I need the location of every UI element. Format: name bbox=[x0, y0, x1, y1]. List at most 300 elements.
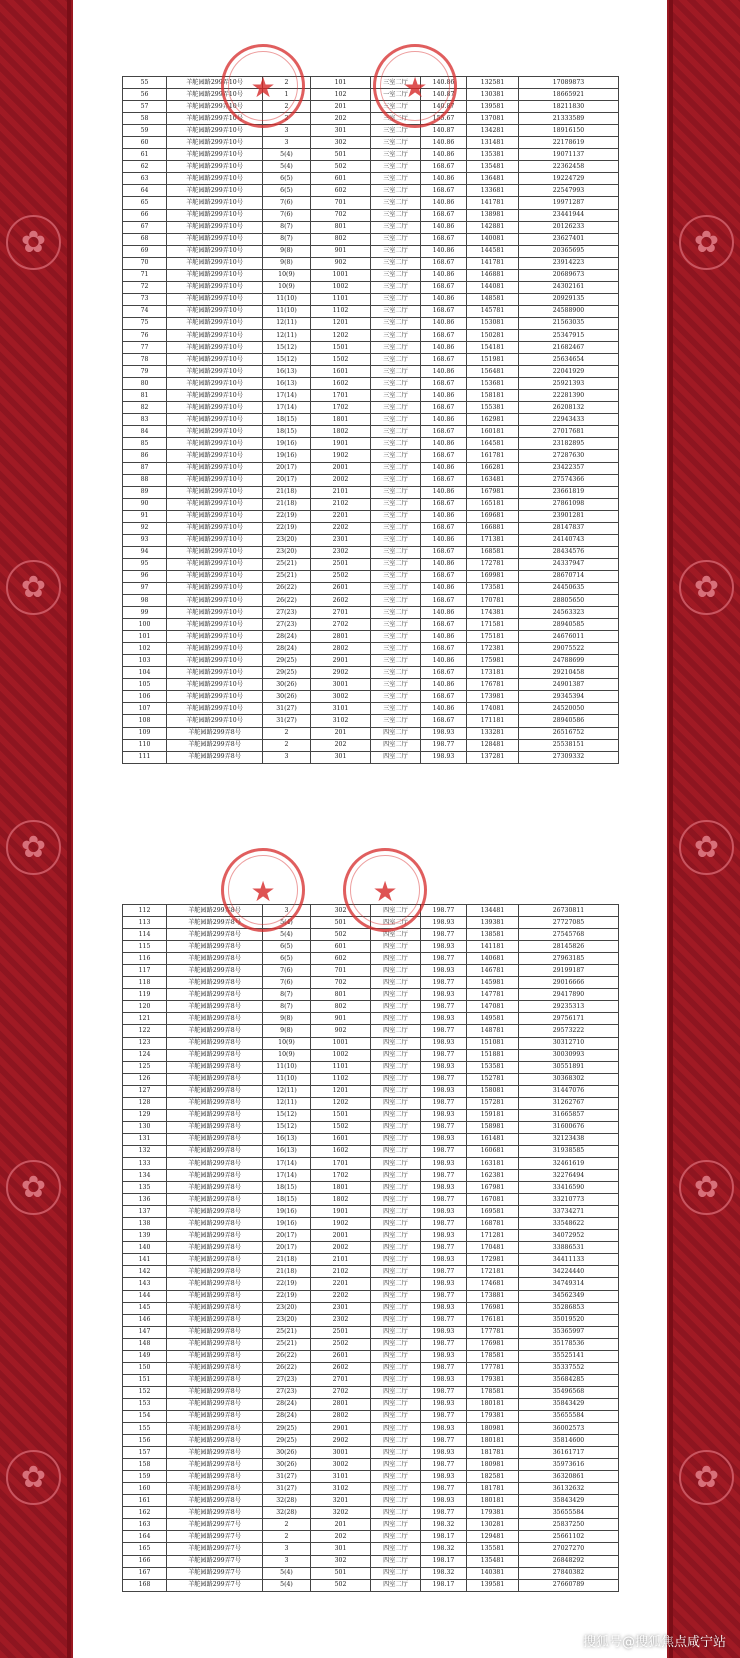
table-cell: 2501 bbox=[311, 1326, 371, 1338]
table-cell: 160681 bbox=[467, 1145, 519, 1157]
table-cell: 33416590 bbox=[519, 1182, 619, 1194]
company-seal-stamp bbox=[221, 848, 305, 932]
table-cell: 140.86 bbox=[421, 221, 467, 233]
table-cell: 四室二厅 bbox=[371, 1350, 421, 1362]
table-cell: 羊舵园路299弄10号 bbox=[167, 209, 263, 221]
table-row bbox=[123, 582, 619, 594]
table-cell: 2801 bbox=[311, 631, 371, 643]
table-row bbox=[123, 450, 619, 462]
table-cell: 羊舵园路299弄10号 bbox=[167, 149, 263, 161]
table-cell: 8(7) bbox=[263, 221, 311, 233]
table-cell: 171181 bbox=[467, 715, 519, 727]
table-cell: 100 bbox=[123, 619, 167, 631]
table-cell: 158 bbox=[123, 1459, 167, 1471]
table-cell: 22943433 bbox=[519, 414, 619, 426]
table-cell: 2 bbox=[263, 739, 311, 751]
table-cell: 2301 bbox=[311, 1302, 371, 1314]
table-cell: 29(25) bbox=[263, 1423, 311, 1435]
table-cell: 140.86 bbox=[421, 245, 467, 257]
table-cell: 33734271 bbox=[519, 1206, 619, 1218]
table-cell: 2801 bbox=[311, 1398, 371, 1410]
table-row bbox=[123, 1459, 619, 1471]
table-cell: 28145826 bbox=[519, 941, 619, 953]
table-cell: 140.86 bbox=[421, 607, 467, 619]
table-cell: 四室二厅 bbox=[371, 917, 421, 929]
table-row bbox=[123, 149, 619, 161]
table-cell: 羊舵园路299弄10号 bbox=[167, 245, 263, 257]
table-row bbox=[123, 161, 619, 173]
table-cell: 12(11) bbox=[263, 1085, 311, 1097]
table-cell: 2202 bbox=[311, 1290, 371, 1302]
table-cell: 四室二厅 bbox=[371, 1242, 421, 1254]
table-cell: 17(14) bbox=[263, 390, 311, 402]
table-row bbox=[123, 570, 619, 582]
table-cell: 1901 bbox=[311, 438, 371, 450]
table-cell: 5(4) bbox=[263, 929, 311, 941]
table-cell: 羊舵园路299弄8号 bbox=[167, 1338, 263, 1350]
table-cell: 三室二厅 bbox=[371, 390, 421, 402]
table-cell: 27861098 bbox=[519, 498, 619, 510]
table-cell: 144 bbox=[123, 1290, 167, 1302]
table-cell: 三室二厅 bbox=[371, 703, 421, 715]
table-cell: 198.93 bbox=[421, 1037, 467, 1049]
table-cell: 三室二厅 bbox=[371, 257, 421, 269]
table-cell: 63 bbox=[123, 173, 167, 185]
table-cell: 27574366 bbox=[519, 474, 619, 486]
table-cell: 198.93 bbox=[421, 1061, 467, 1073]
table-cell: 19971287 bbox=[519, 197, 619, 209]
table-cell: 四室二厅 bbox=[371, 1218, 421, 1230]
table-cell: 171381 bbox=[467, 534, 519, 546]
table-cell: 180181 bbox=[467, 1435, 519, 1447]
table-cell: 三室二厅 bbox=[371, 209, 421, 221]
table-cell: 198.93 bbox=[421, 1398, 467, 1410]
table-cell: 羊舵园路299弄8号 bbox=[167, 1049, 263, 1061]
table-cell: 26516752 bbox=[519, 727, 619, 739]
table-cell: 2601 bbox=[311, 582, 371, 594]
table-cell: 80 bbox=[123, 378, 167, 390]
district-seal-stamp bbox=[373, 44, 457, 128]
table-cell: 31262767 bbox=[519, 1097, 619, 1109]
table-cell: 2502 bbox=[311, 1338, 371, 1350]
table-cell: 198.77 bbox=[421, 1049, 467, 1061]
table-cell: 165 bbox=[123, 1543, 167, 1555]
table-cell: 三室二厅 bbox=[371, 631, 421, 643]
table-cell: 35655584 bbox=[519, 1410, 619, 1422]
table-cell: 19(16) bbox=[263, 1206, 311, 1218]
table-cell: 177781 bbox=[467, 1326, 519, 1338]
table-row bbox=[123, 1386, 619, 1398]
table-cell: 羊舵园路299弄10号 bbox=[167, 414, 263, 426]
table-cell: 羊舵园路299弄8号 bbox=[167, 929, 263, 941]
table-cell: 27660789 bbox=[519, 1579, 619, 1591]
table-cell: 四室二厅 bbox=[371, 1230, 421, 1242]
table-row bbox=[123, 558, 619, 570]
table-cell: 24337947 bbox=[519, 558, 619, 570]
table-cell: 122 bbox=[123, 1025, 167, 1037]
table-cell: 羊舵园路299弄8号 bbox=[167, 1182, 263, 1194]
table-cell: 141781 bbox=[467, 257, 519, 269]
table-cell: 2901 bbox=[311, 1423, 371, 1435]
table-cell: 132 bbox=[123, 1145, 167, 1157]
table-row bbox=[123, 221, 619, 233]
document-page bbox=[73, 0, 667, 1658]
table-cell: 162981 bbox=[467, 414, 519, 426]
table-row bbox=[123, 1555, 619, 1567]
table-cell: 198.32 bbox=[421, 1543, 467, 1555]
table-cell: 28(24) bbox=[263, 643, 311, 655]
table-cell: 羊舵园路299弄10号 bbox=[167, 354, 263, 366]
table-cell: 28940586 bbox=[519, 715, 619, 727]
table-cell: 159181 bbox=[467, 1109, 519, 1121]
table-cell: 四室二厅 bbox=[371, 739, 421, 751]
table-cell: 三室二厅 bbox=[371, 607, 421, 619]
table-cell: 168.67 bbox=[421, 305, 467, 317]
table-cell: 198.77 bbox=[421, 1001, 467, 1013]
table-cell: 三室二厅 bbox=[371, 125, 421, 137]
table-cell: 168.67 bbox=[421, 498, 467, 510]
table-cell: 三室二厅 bbox=[371, 486, 421, 498]
table-cell: 198.93 bbox=[421, 1278, 467, 1290]
table-row bbox=[123, 1145, 619, 1157]
table-cell: 羊舵园路299弄10号 bbox=[167, 305, 263, 317]
table-cell: 64 bbox=[123, 185, 167, 197]
table-cell: 8(7) bbox=[263, 233, 311, 245]
table-row bbox=[123, 390, 619, 402]
price-table bbox=[122, 76, 619, 764]
table-cell: 羊舵园路299弄10号 bbox=[167, 462, 263, 474]
table-cell: 36132632 bbox=[519, 1483, 619, 1495]
table-cell: 四室二厅 bbox=[371, 1073, 421, 1085]
table-cell: 四室二厅 bbox=[371, 1314, 421, 1326]
table-cell: 24563323 bbox=[519, 607, 619, 619]
table-cell: 2702 bbox=[311, 1386, 371, 1398]
table-cell: 198.77 bbox=[421, 739, 467, 751]
table-cell: 140.86 bbox=[421, 558, 467, 570]
table-cell: 152 bbox=[123, 1386, 167, 1398]
table-cell: 羊舵园路299弄7号 bbox=[167, 1519, 263, 1531]
table-cell: 198.93 bbox=[421, 727, 467, 739]
table-row bbox=[123, 1013, 619, 1025]
table-cell: 34749314 bbox=[519, 1278, 619, 1290]
table-cell: 32(28) bbox=[263, 1495, 311, 1507]
table-cell: 羊舵园路299弄10号 bbox=[167, 619, 263, 631]
table-cell: 羊舵园路299弄8号 bbox=[167, 1085, 263, 1097]
table-row bbox=[123, 113, 619, 125]
table-cell: 168.67 bbox=[421, 329, 467, 341]
table-row bbox=[123, 486, 619, 498]
table-cell: 羊舵园路299弄10号 bbox=[167, 715, 263, 727]
table-row bbox=[123, 1097, 619, 1109]
table-cell: 140 bbox=[123, 1242, 167, 1254]
table-cell: 20(17) bbox=[263, 1242, 311, 1254]
table-cell: 174081 bbox=[467, 703, 519, 715]
table-cell: 66 bbox=[123, 209, 167, 221]
table-row bbox=[123, 378, 619, 390]
table-cell: 35655584 bbox=[519, 1507, 619, 1519]
table-cell: 羊舵园路299弄7号 bbox=[167, 1543, 263, 1555]
table-row bbox=[123, 1290, 619, 1302]
table-cell: 502 bbox=[311, 929, 371, 941]
table-cell: 四室二厅 bbox=[371, 1471, 421, 1483]
table-row bbox=[123, 1543, 619, 1555]
table-cell: 10(9) bbox=[263, 281, 311, 293]
table-row bbox=[123, 1242, 619, 1254]
table-cell: 27545768 bbox=[519, 929, 619, 941]
table-cell: 69 bbox=[123, 245, 167, 257]
table-cell: 198.77 bbox=[421, 929, 467, 941]
table-cell: 羊舵园路299弄7号 bbox=[167, 1531, 263, 1543]
table-cell: 羊舵园路299弄10号 bbox=[167, 667, 263, 679]
table-cell: 35843429 bbox=[519, 1398, 619, 1410]
table-cell: 602 bbox=[311, 185, 371, 197]
table-cell: 172181 bbox=[467, 1266, 519, 1278]
table-cell: 四室二厅 bbox=[371, 1410, 421, 1422]
table-cell: 三室二厅 bbox=[371, 414, 421, 426]
right-border-line bbox=[669, 0, 673, 1658]
table-cell: 139581 bbox=[467, 1579, 519, 1591]
table-cell: 201 bbox=[311, 1519, 371, 1531]
table-cell: 2901 bbox=[311, 655, 371, 667]
table-cell: 3 bbox=[263, 1543, 311, 1555]
table-cell: 2802 bbox=[311, 1410, 371, 1422]
table-cell: 三室二厅 bbox=[371, 221, 421, 233]
table-cell: 140.86 bbox=[421, 366, 467, 378]
table-cell: 四室二厅 bbox=[371, 1326, 421, 1338]
table-cell: 144581 bbox=[467, 245, 519, 257]
table-cell: 四室二厅 bbox=[371, 1386, 421, 1398]
table-cell: 四室二厅 bbox=[371, 1025, 421, 1037]
table-cell: 198.93 bbox=[421, 1374, 467, 1386]
table-cell: 198.93 bbox=[421, 1447, 467, 1459]
table-cell: 15(12) bbox=[263, 342, 311, 354]
table-row bbox=[123, 1182, 619, 1194]
table-cell: 2102 bbox=[311, 1266, 371, 1278]
table-cell: 羊舵园路299弄8号 bbox=[167, 1459, 263, 1471]
table-cell: 153581 bbox=[467, 1061, 519, 1073]
table-cell: 28(24) bbox=[263, 1410, 311, 1422]
table-cell: 134481 bbox=[467, 905, 519, 917]
table-cell: 三室二厅 bbox=[371, 245, 421, 257]
table-cell: 三室二厅 bbox=[371, 715, 421, 727]
table-cell: 羊舵园路299弄10号 bbox=[167, 450, 263, 462]
table-cell: 55 bbox=[123, 77, 167, 89]
table-cell: 羊舵园路299弄10号 bbox=[167, 281, 263, 293]
flower-ornament-icon: ✿ bbox=[679, 820, 734, 875]
table-cell: 172781 bbox=[467, 558, 519, 570]
table-cell: 1101 bbox=[311, 293, 371, 305]
table-cell: 羊舵园路299弄8号 bbox=[167, 1218, 263, 1230]
table-cell: 26(22) bbox=[263, 595, 311, 607]
table-cell: 18(15) bbox=[263, 426, 311, 438]
table-cell: 2501 bbox=[311, 558, 371, 570]
table-cell: 130 bbox=[123, 1121, 167, 1133]
table-cell: 140.86 bbox=[421, 486, 467, 498]
table-cell: 四室二厅 bbox=[371, 727, 421, 739]
table-cell: 27963185 bbox=[519, 953, 619, 965]
table-row bbox=[123, 498, 619, 510]
table-row bbox=[123, 137, 619, 149]
table-cell: 161781 bbox=[467, 450, 519, 462]
table-cell: 三室二厅 bbox=[371, 113, 421, 125]
table-cell: 802 bbox=[311, 1001, 371, 1013]
table-cell: 四室二厅 bbox=[371, 929, 421, 941]
table-cell: 168.67 bbox=[421, 354, 467, 366]
table-cell: 111 bbox=[123, 751, 167, 763]
table-cell: 1601 bbox=[311, 1133, 371, 1145]
table-cell: 198.77 bbox=[421, 1362, 467, 1374]
table-cell: 124 bbox=[123, 1049, 167, 1061]
table-cell: 135481 bbox=[467, 161, 519, 173]
table-cell: 101 bbox=[123, 631, 167, 643]
table-cell: 三室二厅 bbox=[371, 510, 421, 522]
table-cell: 106 bbox=[123, 691, 167, 703]
table-cell: 88 bbox=[123, 474, 167, 486]
table-cell: 24788699 bbox=[519, 655, 619, 667]
table-cell: 138581 bbox=[467, 929, 519, 941]
table-cell: 23914223 bbox=[519, 257, 619, 269]
table-cell: 19(16) bbox=[263, 1218, 311, 1230]
table-cell: 168 bbox=[123, 1579, 167, 1591]
table-cell: 三室二厅 bbox=[371, 546, 421, 558]
table-cell: 1801 bbox=[311, 1182, 371, 1194]
table-cell: 羊舵园路299弄10号 bbox=[167, 522, 263, 534]
table-cell: 26(22) bbox=[263, 582, 311, 594]
table-cell: 2 bbox=[263, 727, 311, 739]
table-cell: 四室二厅 bbox=[371, 1567, 421, 1579]
table-cell: 178581 bbox=[467, 1386, 519, 1398]
table-cell: 25921393 bbox=[519, 378, 619, 390]
table-cell: 60 bbox=[123, 137, 167, 149]
table-cell: 1501 bbox=[311, 342, 371, 354]
table-cell: 180181 bbox=[467, 1398, 519, 1410]
table-cell: 羊舵园路299弄10号 bbox=[167, 329, 263, 341]
table-cell: 羊舵园路299弄8号 bbox=[167, 1254, 263, 1266]
table-cell: 58 bbox=[123, 113, 167, 125]
table-cell: 84 bbox=[123, 426, 167, 438]
table-cell: 15(12) bbox=[263, 1109, 311, 1121]
table-cell: 198.77 bbox=[421, 1025, 467, 1037]
table-cell: 1601 bbox=[311, 366, 371, 378]
table-cell: 35525141 bbox=[519, 1350, 619, 1362]
table-cell: 羊舵园路299弄10号 bbox=[167, 342, 263, 354]
table-row bbox=[123, 1483, 619, 1495]
table-row bbox=[123, 1495, 619, 1507]
table-cell: 176781 bbox=[467, 679, 519, 691]
table-cell: 169981 bbox=[467, 570, 519, 582]
table-cell: 202 bbox=[311, 1531, 371, 1543]
table-cell: 1001 bbox=[311, 269, 371, 281]
table-cell: 21(18) bbox=[263, 1254, 311, 1266]
table-cell: 羊舵园路299弄10号 bbox=[167, 643, 263, 655]
table-cell: 198.77 bbox=[421, 1290, 467, 1302]
table-cell: 31938585 bbox=[519, 1145, 619, 1157]
table-cell: 6(5) bbox=[263, 953, 311, 965]
table-cell: 141181 bbox=[467, 941, 519, 953]
table-cell: 168.67 bbox=[421, 426, 467, 438]
table-cell: 140.86 bbox=[421, 582, 467, 594]
table-cell: 137281 bbox=[467, 751, 519, 763]
table-cell: 1002 bbox=[311, 281, 371, 293]
table-cell: 198.32 bbox=[421, 1519, 467, 1531]
table-cell: 148781 bbox=[467, 1025, 519, 1037]
table-cell: 202 bbox=[311, 739, 371, 751]
table-cell: 20929135 bbox=[519, 293, 619, 305]
table-cell: 140.86 bbox=[421, 342, 467, 354]
table-cell: 140.86 bbox=[421, 77, 467, 89]
table-cell: 四室二厅 bbox=[371, 1170, 421, 1182]
table-cell: 三室二厅 bbox=[371, 426, 421, 438]
table-row bbox=[123, 1194, 619, 1206]
table-cell: 163181 bbox=[467, 1157, 519, 1169]
table-cell: 171581 bbox=[467, 619, 519, 631]
table-cell: 羊舵园路299弄8号 bbox=[167, 1447, 263, 1459]
table-cell: 羊舵园路299弄8号 bbox=[167, 727, 263, 739]
table-cell: 三室二厅 bbox=[371, 558, 421, 570]
table-cell: 羊舵园路299弄8号 bbox=[167, 1061, 263, 1073]
table-cell: 35019520 bbox=[519, 1314, 619, 1326]
table-cell: 26208132 bbox=[519, 402, 619, 414]
table-cell: 四室二厅 bbox=[371, 1157, 421, 1169]
table-cell: 140.86 bbox=[421, 390, 467, 402]
table-cell: 四室二厅 bbox=[371, 1182, 421, 1194]
table-cell: 131481 bbox=[467, 137, 519, 149]
table-row bbox=[123, 1398, 619, 1410]
table-cell: 8(7) bbox=[263, 1001, 311, 1013]
table-cell: 三室二厅 bbox=[371, 149, 421, 161]
table-cell: 164581 bbox=[467, 438, 519, 450]
table-cell: 12(11) bbox=[263, 329, 311, 341]
table-cell: 24450635 bbox=[519, 582, 619, 594]
table-cell: 羊舵园路299弄10号 bbox=[167, 233, 263, 245]
table-cell: 23(20) bbox=[263, 1302, 311, 1314]
table-cell: 157281 bbox=[467, 1097, 519, 1109]
table-row bbox=[123, 474, 619, 486]
table-cell: 羊舵园路299弄10号 bbox=[167, 113, 263, 125]
table-cell: 140081 bbox=[467, 233, 519, 245]
table-cell: 145 bbox=[123, 1302, 167, 1314]
table-cell: 16(13) bbox=[263, 378, 311, 390]
table-cell: 152781 bbox=[467, 1073, 519, 1085]
table-cell: 羊舵园路299弄10号 bbox=[167, 691, 263, 703]
table-cell: 22281390 bbox=[519, 390, 619, 402]
table-cell: 198.93 bbox=[421, 1013, 467, 1025]
table-cell: 198.17 bbox=[421, 1555, 467, 1567]
table-cell: 155381 bbox=[467, 402, 519, 414]
table-cell: 2601 bbox=[311, 1350, 371, 1362]
table-cell: 137081 bbox=[467, 113, 519, 125]
table-cell: 1802 bbox=[311, 1194, 371, 1206]
table-cell: 34411133 bbox=[519, 1254, 619, 1266]
table-cell: 24520050 bbox=[519, 703, 619, 715]
table-cell: 29(25) bbox=[263, 667, 311, 679]
table-row bbox=[123, 245, 619, 257]
table-cell: 29075522 bbox=[519, 643, 619, 655]
table-cell: 2102 bbox=[311, 498, 371, 510]
table-cell: 601 bbox=[311, 173, 371, 185]
table-cell: 162 bbox=[123, 1507, 167, 1519]
table-cell: 91 bbox=[123, 510, 167, 522]
table-cell: 120 bbox=[123, 1001, 167, 1013]
table-cell: 198.17 bbox=[421, 1579, 467, 1591]
table-cell: 198.93 bbox=[421, 1471, 467, 1483]
table-cell: 140.86 bbox=[421, 679, 467, 691]
table-row bbox=[123, 1073, 619, 1085]
table-cell: 羊舵园路299弄10号 bbox=[167, 703, 263, 715]
table-cell: 176981 bbox=[467, 1338, 519, 1350]
table-cell: 102 bbox=[311, 89, 371, 101]
table-cell: 25347915 bbox=[519, 329, 619, 341]
